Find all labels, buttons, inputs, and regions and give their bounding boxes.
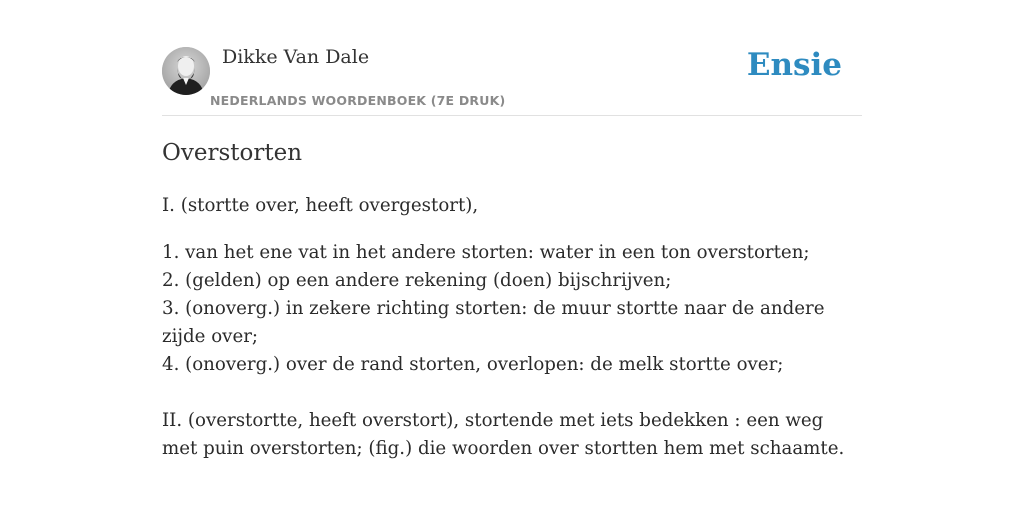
author-avatar[interactable]: [162, 47, 210, 95]
definition-list: [162, 239, 862, 379]
definition-item: 1. van het ene vat in het andere storten: water in een ton overstorten;: [162, 242, 810, 263]
book-title: NEDERLANDS WOORDENBOEK (7E DRUK): [210, 93, 506, 108]
brand-logo[interactable]: Ensie: [746, 47, 842, 83]
author-name[interactable]: Dikke Van Dale: [222, 46, 370, 68]
definition-item: 2. (gelden) op een andere rekening (doen) bijschrijven;: [162, 270, 672, 291]
entry-card: [162, 0, 862, 459]
section-one-heading: I. (stortte over, heeft overgestort),: [162, 195, 479, 216]
definition-item: 4. (onoverg.) over de rand storten, overlopen: de melk stortte over;: [162, 354, 784, 375]
entry-title: Overstorten: [162, 140, 303, 166]
author-portrait-icon: [162, 47, 210, 95]
definition-item: 3. (onoverg.) in zekere richting storten: de muur stortte naar de andere zijde over;: [162, 298, 825, 347]
entry-header: [162, 0, 862, 116]
section-two-text: II. (overstortte, heeft overstort), stortende met iets bedekken : een weg met puin overstorten; (fig.) die woorden over stortten hem met schaamte.: [162, 410, 845, 459]
